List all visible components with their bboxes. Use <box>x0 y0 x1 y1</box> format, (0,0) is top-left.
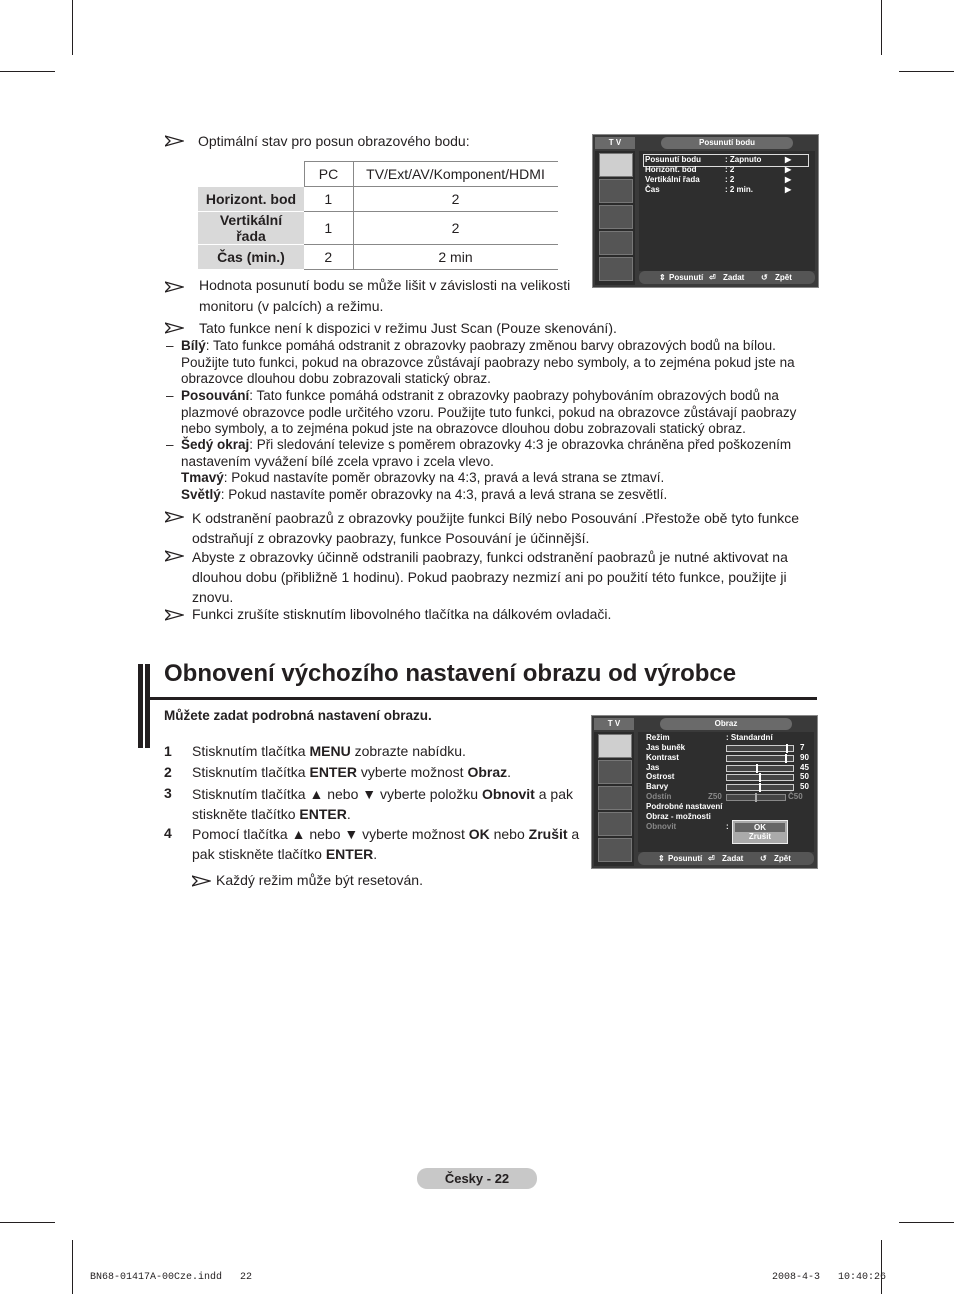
bullet-bily: Bílý: Tato funkce pomáhá odstranit z obrazovky paobrazy změnou barvy obrazových bodů na bílou. Použijte tuto funkci, pokud na obrazovce zůstávají paobrazy nebo symboly, a to zejména pokud jste na obrazovce dlouhou dobu zobrazovali statický obraz. <box>181 338 795 386</box>
slider-thumb <box>785 754 787 763</box>
picture-icon[interactable] <box>599 153 633 177</box>
osd-row-value: : 2 <box>725 175 735 184</box>
note-arrow-icon <box>192 875 211 887</box>
osd-sidebar <box>595 151 635 285</box>
input-icon[interactable] <box>599 257 633 281</box>
osd-row-value: 7 <box>800 743 805 752</box>
note-arrow-icon <box>165 281 184 293</box>
page-number: Česky - 22 <box>417 1168 537 1189</box>
osd-sidebar <box>594 732 634 866</box>
osd-row-label[interactable]: Podrobné nastavení <box>646 802 723 811</box>
updown-icon: ⇕ <box>659 273 666 282</box>
crop-mark <box>899 71 954 72</box>
slider-thumb <box>786 744 788 753</box>
osd-row-label[interactable]: Ostrost <box>646 772 675 781</box>
note-duration: Abyste z obrazovky účinně odstranili paobrazy, funkci odstranění paobrazů je nutné aktivovat na dlouhou dobu (přibližně 1 hodinu). Pokud paobrazy nezmizí ani po použití této funkce, použijte ji znovu. <box>192 549 788 605</box>
date-slug: 2008-4-3 10:40:26 <box>772 1272 887 1283</box>
tv-osd-picture <box>591 715 818 869</box>
step-1: Stisknutím tlačítka MENU zobrazte nabídku. <box>192 743 466 759</box>
picture-icon[interactable] <box>598 734 632 758</box>
osd-row-label[interactable]: Horizont. bod <box>645 165 697 174</box>
setup-icon[interactable] <box>599 231 633 255</box>
osd-row-label[interactable]: Režim <box>646 733 670 742</box>
crop-mark <box>72 0 73 55</box>
updown-icon: ⇕ <box>658 854 665 863</box>
note-cancel: Funkci zrušíte stisknutím libovolného tlačítka na dálkovém ovladači. <box>192 606 612 622</box>
osd-row-value: : Zapnuto <box>725 155 762 164</box>
osd-title: Posunutí bodu <box>661 137 793 149</box>
slider-barvy[interactable] <box>726 784 794 791</box>
setup-icon[interactable] <box>598 812 632 836</box>
note-arrow-icon <box>165 550 184 562</box>
section-heading: Obnovení výchozího nastavení obrazu od výrobce <box>164 660 737 687</box>
enter-icon: ⏎ <box>708 854 715 863</box>
osd-row-label[interactable]: Jas buněk <box>646 743 686 752</box>
step-number: 1 <box>164 743 172 759</box>
heading-rule <box>150 697 817 700</box>
osd-tv-label: T V <box>594 718 634 730</box>
osd-row-label[interactable]: Barvy <box>646 782 669 791</box>
osd-row-label[interactable]: Odstín <box>646 792 672 801</box>
enter-icon: ⏎ <box>709 273 716 282</box>
crop-mark <box>0 1222 55 1223</box>
reset-dropdown[interactable] <box>732 820 788 844</box>
note-arrow-icon <box>165 135 184 147</box>
arrow-right-icon: ▶ <box>785 155 792 164</box>
channel-icon[interactable] <box>599 205 633 229</box>
note-arrow-icon <box>165 322 184 334</box>
option-ok[interactable]: OK <box>735 823 785 832</box>
reset-note: Každý režim může být resetován. <box>216 872 423 888</box>
osd-row-label[interactable]: Jas <box>646 763 660 772</box>
slider-thumb <box>759 773 761 782</box>
table-header-tv: TV/Ext/AV/Komponent/HDMI <box>353 162 558 187</box>
osd-row-value: 45 <box>800 763 809 772</box>
note-line: monitoru (v palcích) a režimu. <box>199 298 384 314</box>
bullet-sedy-okraj: Šedý okraj: Při sledování televize s poměrem obrazovky 4:3 je obrazovka chráněna před poškozením nastavením vyvážení bílé zcela vpravo i zcela vlevo. Tmavý: Pokud nastavíte poměr obrazovky na 4:3, pravá a levá strana se ztmaví. Světlý: Pokud nastavíte poměr obrazovky na 4:3, pravá a levá strana se zesvětlí. <box>181 437 792 502</box>
step-number: 2 <box>164 764 172 780</box>
section-bar <box>138 664 143 748</box>
optimal-table <box>198 161 558 270</box>
slider-kontrast[interactable] <box>726 755 794 762</box>
arrow-right-icon: ▶ <box>785 175 792 184</box>
osd-footer: ⇕ Posunutí ⏎ Zadat ↺ Zpět <box>638 852 814 865</box>
osd-title: Obraz <box>660 718 792 730</box>
bullet-posouvani: Posouvání: Tato funkce pomáhá odstranit z obrazovky paobrazy pohybováním obrazových bodů na plazmové obrazovce podle určitého vzoru. Použijte tuto funkci, pokud na obrazovce zůstávají paobrazy nebo symboly, a to zejména pokud jste na obrazovce dlouhou dobu zobrazovali statický obraz. <box>181 388 797 436</box>
step-number: 4 <box>164 825 172 841</box>
osd-row-value: 50 <box>800 782 809 791</box>
input-icon[interactable] <box>598 838 632 862</box>
step-3: Stisknutím tlačítka ▲ nebo ▼ vyberte položku Obnovit a pak stiskněte tlačítko ENTER. <box>192 786 573 822</box>
osd-panel <box>639 151 815 271</box>
osd-row-value: 90 <box>800 753 809 762</box>
osd-row-label[interactable]: Kontrast <box>646 753 679 762</box>
dash: – <box>166 388 174 403</box>
crop-mark <box>899 1222 954 1223</box>
note-arrow-icon <box>165 609 184 621</box>
dash: – <box>166 437 174 452</box>
tv-osd-pixel-shift <box>592 134 819 288</box>
sound-icon[interactable] <box>599 179 633 203</box>
slider-jas[interactable] <box>726 765 794 772</box>
crop-mark <box>72 1240 73 1294</box>
osd-panel: Režim : Standardní Jas buněk 7 Kontrast 90 Jas 45 Ostrost 50 Barvy 50 Odstín Z50 Č50 Podrobné nastavení Obraz - možnosti Obnovit : OK Zrušit <box>638 732 814 852</box>
channel-icon[interactable] <box>598 786 632 810</box>
return-icon: ↺ <box>761 273 768 282</box>
arrow-right-icon: ▶ <box>785 165 792 174</box>
return-icon: ↺ <box>760 854 767 863</box>
step-number: 3 <box>164 785 172 801</box>
slider-jas-bunek[interactable] <box>726 745 794 752</box>
slider-thumb <box>755 793 757 802</box>
file-slug: BN68-01417A-00Cze.indd 22 <box>90 1272 253 1283</box>
osd-row-label[interactable]: Obraz - možnosti <box>646 812 711 821</box>
note-cleanup: K odstranění paobrazů z obrazovky použijte funkci Bílý nebo Posouvání .Přestože obě tyto funkce odstraňují z obrazovky paobrazy, funkce Posouvání je účinnější. <box>192 510 800 546</box>
option-cancel[interactable]: Zrušit <box>748 832 772 841</box>
crop-mark <box>881 0 882 55</box>
slider-odstin[interactable] <box>726 794 786 801</box>
crop-mark <box>0 71 55 72</box>
note-line: Hodnota posunutí bodu se může lišit v závislosti na velikosti <box>199 277 571 293</box>
osd-tv-label: T V <box>595 137 635 149</box>
section-bar <box>145 664 150 748</box>
slider-thumb <box>756 764 758 773</box>
osd-row-value: : 2 min. <box>725 185 754 194</box>
slider-thumb <box>759 783 761 792</box>
osd-row-value: : 2 <box>725 165 735 174</box>
crop-mark <box>881 1240 882 1294</box>
sound-icon[interactable] <box>598 760 632 784</box>
arrow-right-icon: ▶ <box>785 185 792 194</box>
slider-ostrost[interactable] <box>726 774 794 781</box>
table-row: Vertikální řada 1 2 <box>198 212 558 245</box>
step-2: Stisknutím tlačítka ENTER vyberte možnost Obraz. <box>192 764 512 780</box>
osd-footer: ⇕ Posunutí ⏎ Zadat ↺ Zpět <box>639 271 815 284</box>
table-header-pc: PC <box>304 162 353 187</box>
osd-row-value: : Standardní <box>726 733 773 742</box>
table-row: Horizont. bod 1 2 <box>198 187 558 212</box>
osd-row-label[interactable]: Vertikální řada <box>645 175 700 184</box>
dash: – <box>166 338 174 353</box>
note-line: Tato funkce není k dispozici v režimu Just Scan (Pouze skenování). <box>199 320 617 336</box>
osd-row-label[interactable]: Čas <box>645 185 660 194</box>
table-row: Čas (min.) 2 2 min <box>198 245 558 270</box>
optimal-intro: Optimální stav pro posun obrazového bodu: <box>198 133 470 149</box>
note-arrow-icon <box>165 511 184 523</box>
osd-row-label[interactable]: Posunutí bodu <box>645 155 701 164</box>
osd-row-label[interactable]: Obnovit <box>646 822 677 831</box>
section-subhead: Můžete zadat podrobná nastavení obrazu. <box>164 708 432 723</box>
osd-row-value: 50 <box>800 772 809 781</box>
step-4: Pomocí tlačítka ▲ nebo ▼ vyberte možnost OK nebo Zrušit a pak stiskněte tlačítko ENTER. <box>192 826 580 862</box>
